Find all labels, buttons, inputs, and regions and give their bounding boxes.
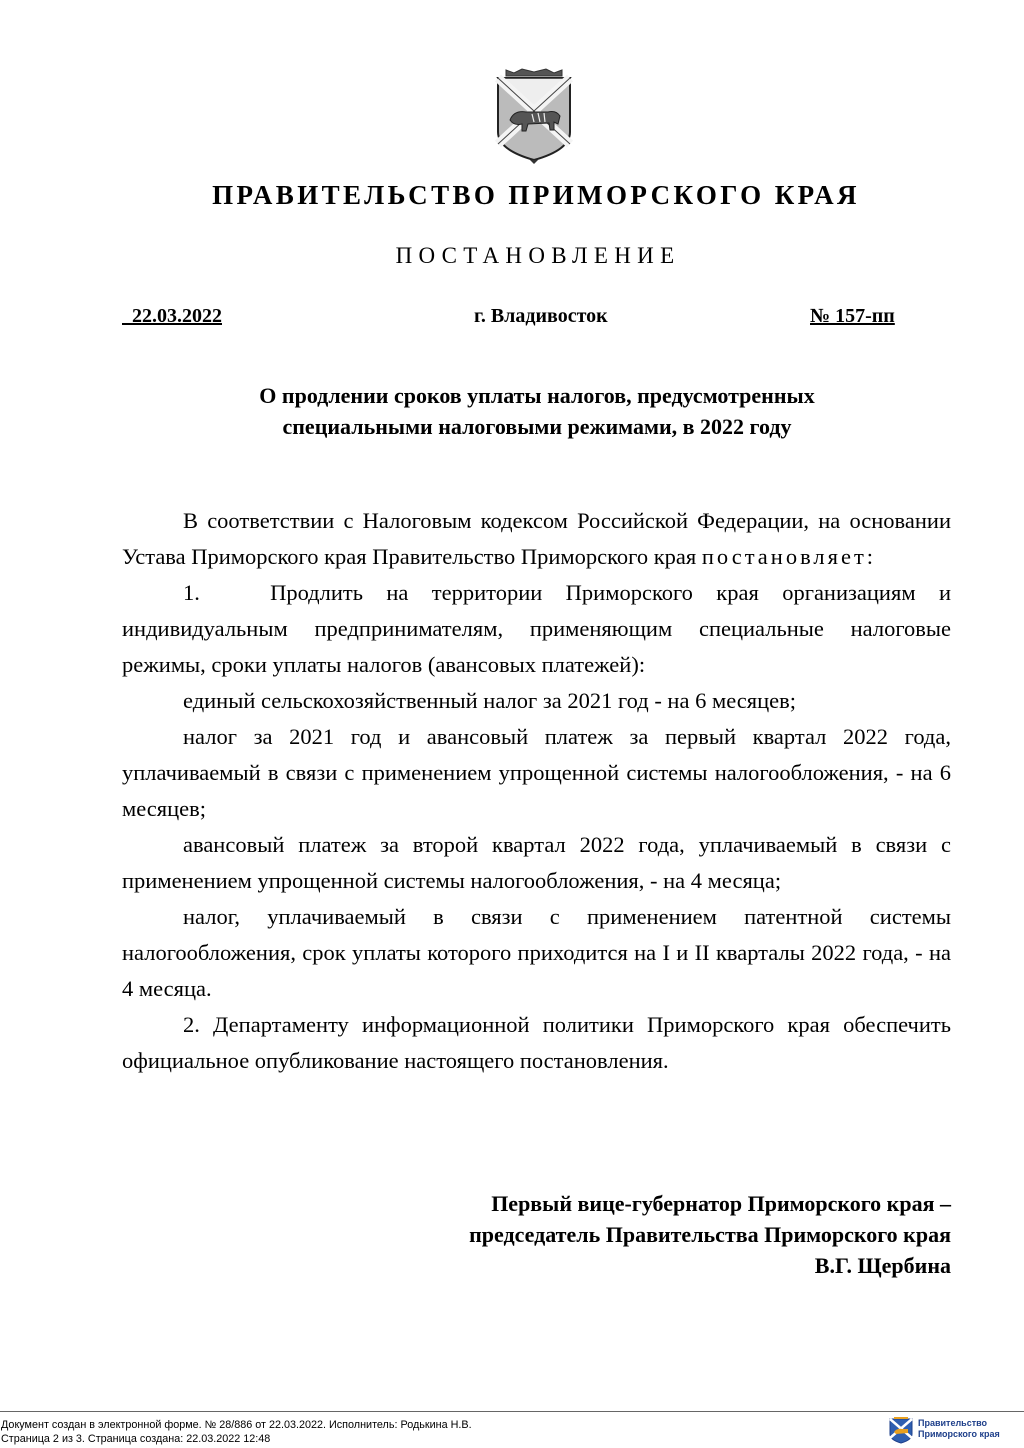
footer-line-2: Страница 2 из 3. Страница создана: 22.03.2022 12:48 xyxy=(1,1433,271,1445)
item-1-d: налог, уплачиваемый в связи с применением патентной системы налогообложения, срок уплаты которого приходится на I и II кварталы 2022 года, - на 4 месяца. xyxy=(122,904,951,1001)
organization-title: ПРАВИТЕЛЬСТВО ПРИМОРСКОГО КРАЯ xyxy=(212,180,860,210)
signature-name: В.Г. Щербина xyxy=(814,1253,951,1278)
signature-block xyxy=(469,1188,951,1281)
preamble-text: В соответствии с Налоговым кодексом Российской Федерации, на основании Устава Приморского края Правительство Приморского края xyxy=(122,508,951,569)
item-1-a: единый сельскохозяйственный налог за 2021 год - на 6 месяцев; xyxy=(183,688,796,713)
decree-word: постановляет: xyxy=(701,544,877,569)
document-subject xyxy=(122,380,952,442)
subject-line-2: специальными налоговыми режимами, в 2022 году xyxy=(282,414,792,439)
preamble-paragraph xyxy=(122,503,951,575)
footer-brand-line-2: Приморского края xyxy=(918,1429,1000,1439)
coat-of-arms-icon xyxy=(492,68,576,164)
document-type: ПОСТАНОВЛЕНИЕ xyxy=(395,243,681,268)
document-number: № 157-пп xyxy=(810,305,895,327)
item-1-b: налог за 2021 год и авансовый платеж за первый квартал 2022 года, уплачиваемый в связи с применением упрощенной системы налогообложения, - на 6 месяцев; xyxy=(122,724,951,821)
signature-title-2: председатель Правительства Приморского края xyxy=(469,1222,951,1247)
item-1: 1. Продлить на территории Приморского края организациям и индивидуальным предпринимателям, применяющим специальные налоговые режимы, сроки уплаты налогов (авансовых платежей): xyxy=(122,580,951,677)
footer-brand xyxy=(918,1418,1000,1440)
item-1-c: авансовый платеж за второй квартал 2022 года, уплачиваемый в связи с применением упрощенной системы налогообложения, - на 4 месяца; xyxy=(122,832,951,893)
signature-title-1: Первый вице-губернатор Приморского края – xyxy=(491,1191,951,1216)
document-date: 22.03.2022 xyxy=(132,305,222,327)
document-city: г. Владивосток xyxy=(474,305,608,327)
footer-info xyxy=(1,1418,472,1446)
government-logo-icon xyxy=(888,1416,914,1444)
footer-brand-line-1: Правительство xyxy=(918,1418,988,1428)
footer-line-1: Документ создан в электронной форме. № 28/886 от 22.03.2022. Исполнитель: Родькина Н.В. xyxy=(1,1419,472,1431)
footer-divider xyxy=(0,1411,1024,1412)
item-2: 2. Департаменту информационной политики Приморского края обеспечить официальное опубликование настоящего постановления. xyxy=(122,1012,951,1073)
subject-line-1: О продлении сроков уплаты налогов, предусмотренных xyxy=(259,383,815,408)
document-body xyxy=(122,503,951,1079)
